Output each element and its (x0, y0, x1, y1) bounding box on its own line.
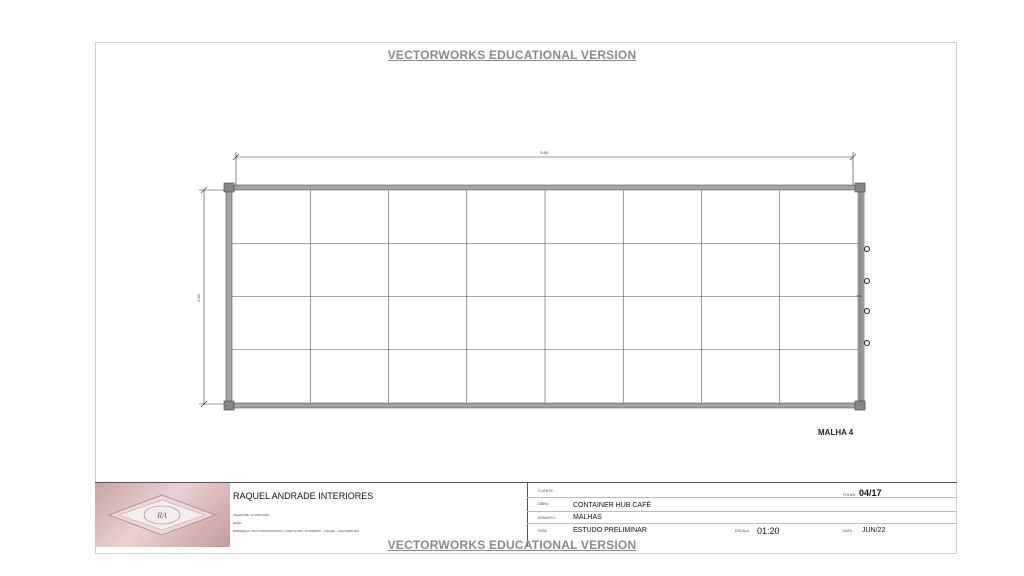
assunto-value: MALHAS (573, 514, 602, 521)
assunto-label: ASSUNTO: (538, 516, 556, 520)
dimension-horizontal-text: 5,80 (540, 150, 548, 155)
logo-diamond-icon (107, 493, 217, 537)
wall-top (226, 185, 865, 190)
watermark-bottom: VECTORWORKS EDUCATIONAL VERSION (387, 538, 637, 552)
folha-value: 04/17 (859, 488, 882, 498)
contact-address: ENDEREÇO: RUA XXXXXXXXXXXX, N 000 COMPL XX BAIRRO - CIDADE - CEP 00000-000 (233, 529, 359, 533)
corner-br (855, 401, 865, 410)
wall-right (858, 185, 864, 408)
row-line-2 (527, 511, 957, 512)
obra-value: CONTAINER HUB CAFÉ (573, 502, 652, 509)
dimension-vertical (196, 187, 226, 407)
fase-value: ESTUDO PRELIMINAR (573, 527, 647, 534)
corner-tl (224, 183, 234, 192)
dimension-vertical-text: 2,00 (196, 294, 201, 302)
wall-bottom (226, 403, 865, 408)
escala-label: ESCALA: (735, 529, 750, 533)
folha-label: FOLHA: (843, 493, 856, 497)
row-line-3 (527, 523, 957, 524)
data-label: DATA: (843, 529, 853, 533)
dimension-horizontal (233, 150, 856, 185)
obra-label: OBRA: (538, 502, 549, 506)
contact-phone: TELEFONE: 00 0000-0000 (233, 513, 270, 517)
data-value: JUN/22 (862, 527, 886, 534)
escala-value: 01:20 (757, 526, 780, 536)
corner-tr (855, 183, 865, 192)
row-line-1 (527, 497, 957, 498)
drawing-label: MALHA 4 (818, 428, 854, 437)
logo-text: RA (157, 511, 167, 520)
title-block (95, 482, 957, 546)
grid-mesh (232, 190, 858, 403)
contact-email: EMAIL: (233, 521, 243, 525)
fase-label: FASE: (538, 529, 548, 533)
cliente-label: CLIENTE: (538, 489, 554, 493)
corner-bl (224, 401, 234, 410)
company-name: RAQUEL ANDRADE INTERIORES (233, 491, 374, 501)
watermark-top: VECTORWORKS EDUCATIONAL VERSION (387, 48, 637, 62)
wall-left (226, 185, 232, 408)
